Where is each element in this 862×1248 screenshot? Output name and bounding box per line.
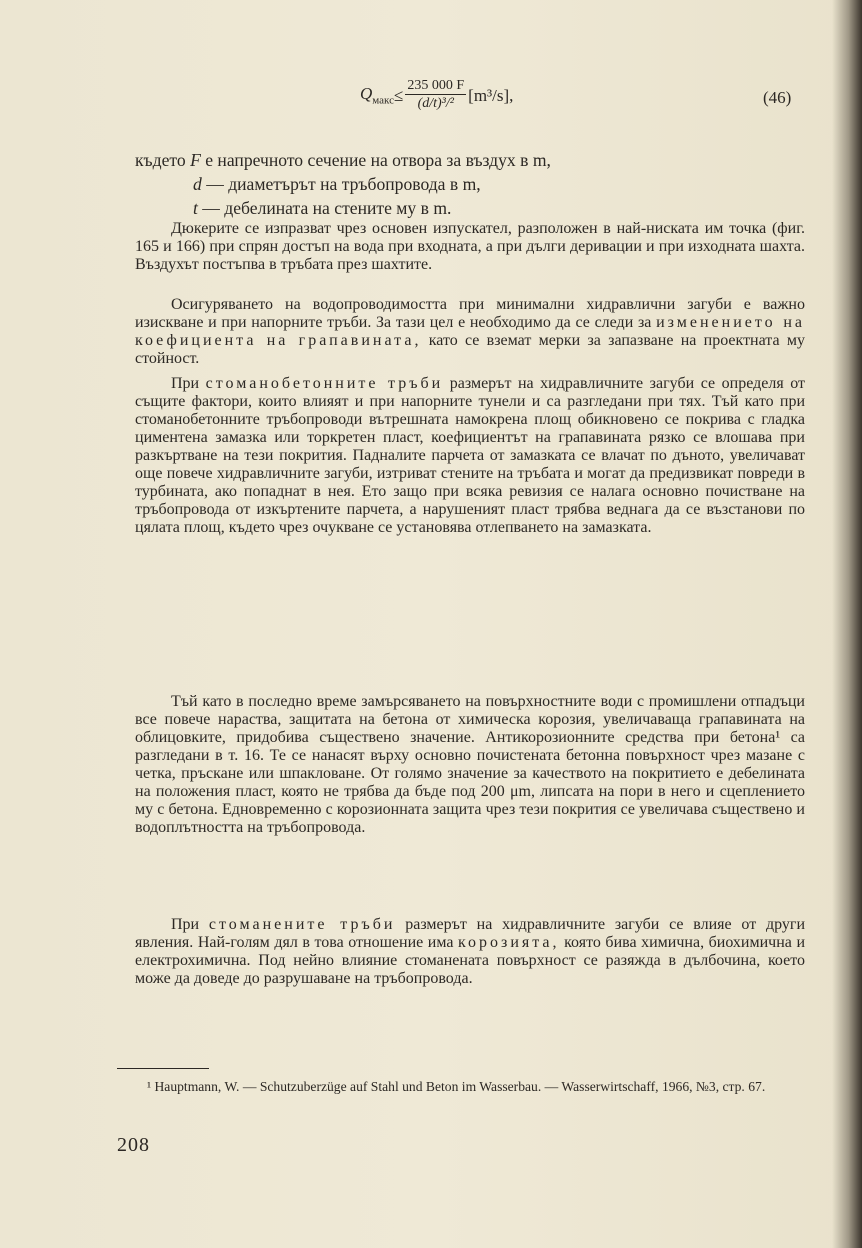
paragraph-1: Дюкерите се изпразват чрез основен изпускател, разположен в най-ниската им точка (фиг. 165 и 166) при спрян достъп на вода при входната, а при дълги деривации и при изходната шахта. Въздухът постъпва в тръбата през шахтите. <box>135 220 805 273</box>
spaced-term: стоманобетонните тръби <box>205 375 444 392</box>
footnote: ¹ Hauptmann, W. — Schutzuberzüge auf Stahl und Beton im Wasserbau. — Wasserwirtschaff, 1966, №3, стр. 67. <box>147 1079 766 1094</box>
formula-lhs: $Q_{макс}$ <box>360 84 395 107</box>
formula-denominator: (d/t)³/² <box>417 96 454 111</box>
spaced-term: изменението на коефициента на грапавината, <box>135 314 806 349</box>
symbol-definitions <box>135 148 551 220</box>
paragraph-3: При стоманобетонните тръби размерът на хидравличните загуби се определя от същите фактори, които влияят и при напорните тунели и са разгледани при тях. Тъй като при стоманобетонните тръбопроводи вътрешната намокрена площ обикновено се покрива с гладка циментена замазка или торкретен пласт, коефициентът на грапавината рязко се влошава при разкъртване на тези покрития. Падналите парчета от замазката се влачат по дъното, увеличават още повече хидравличните загуби, изтриват стените на тръбата и могат да предизвикат повреди в турбината, ако попаднат в нея. Ето защо при всяка ревизия се налага основно почистване на тръбопровода от изкъртените парчета, а нарушеният пласт трябва веднага да се възстанови по цялата площ, където чрез очукване се установява отлепването на замазката. <box>135 375 805 536</box>
formula-unit: [m³/s], <box>468 85 514 105</box>
equation-number: (46) <box>763 88 792 107</box>
definition-d: d — диаметърът на тръбопровода в m, <box>193 174 481 194</box>
paragraph-5: При стоманените тръби размерът на хидравличните загуби се влияе от други явления. Най-голям дял в това отношение има корозията, която бива химична, биохимична и електрохимична. Под нейно влияние стоманената повърхност се разяжда в дълбочина, което може да доведе до разрушаване на тръбопровода. <box>135 916 806 987</box>
formula-46 <box>360 78 513 113</box>
spaced-term: стоманените тръби <box>208 916 396 933</box>
footnote-divider <box>117 1068 209 1069</box>
page-edge-shadow <box>832 0 862 1248</box>
page-number: 208 <box>117 1134 150 1156</box>
paragraph-2: Осигуряването на водопроводимостта при минимални хидравлични загуби е важно изискване и при напорните тръби. За тази цел е необходимо да се следи за изменението на коефициента на грапавината, като се вземат мерки за запазване на проектната му стойност. <box>135 296 806 367</box>
formula-relation: ≤ <box>394 85 404 105</box>
definition-t: t — дебелината на стените му в m. <box>193 198 452 218</box>
paragraph-4: Тъй като в последно време замърсяването на повърхностните води с промишлени отпадъци все повече нараства, защитата на бетона от химическа корозия, увеличаваща грапавината на облицовките, придобива съществено значение. Антикорозионните средства при бетона¹ са разгледани в т. 16. Те се нанасят върху основно почистената бетонна повърхност чрез мазане с четка, пръскане или шпакловане. От голямо значение за качеството на покритието е дебелината на положения пласт, която не трябва да бъде под 200 μm, липсата на пори в него и сцеплението му с бетона. Едновременно с корозионната защита чрез тези покрития се увеличава съществено и водоплътността на тръбопровода. <box>135 693 805 836</box>
formula-numerator: 235 000 F <box>407 78 465 93</box>
formula-fraction <box>405 78 466 113</box>
definition-F: където F е напречното сечение на отвора за въздух в m, <box>135 150 551 170</box>
spaced-term: корозията, <box>458 934 560 951</box>
